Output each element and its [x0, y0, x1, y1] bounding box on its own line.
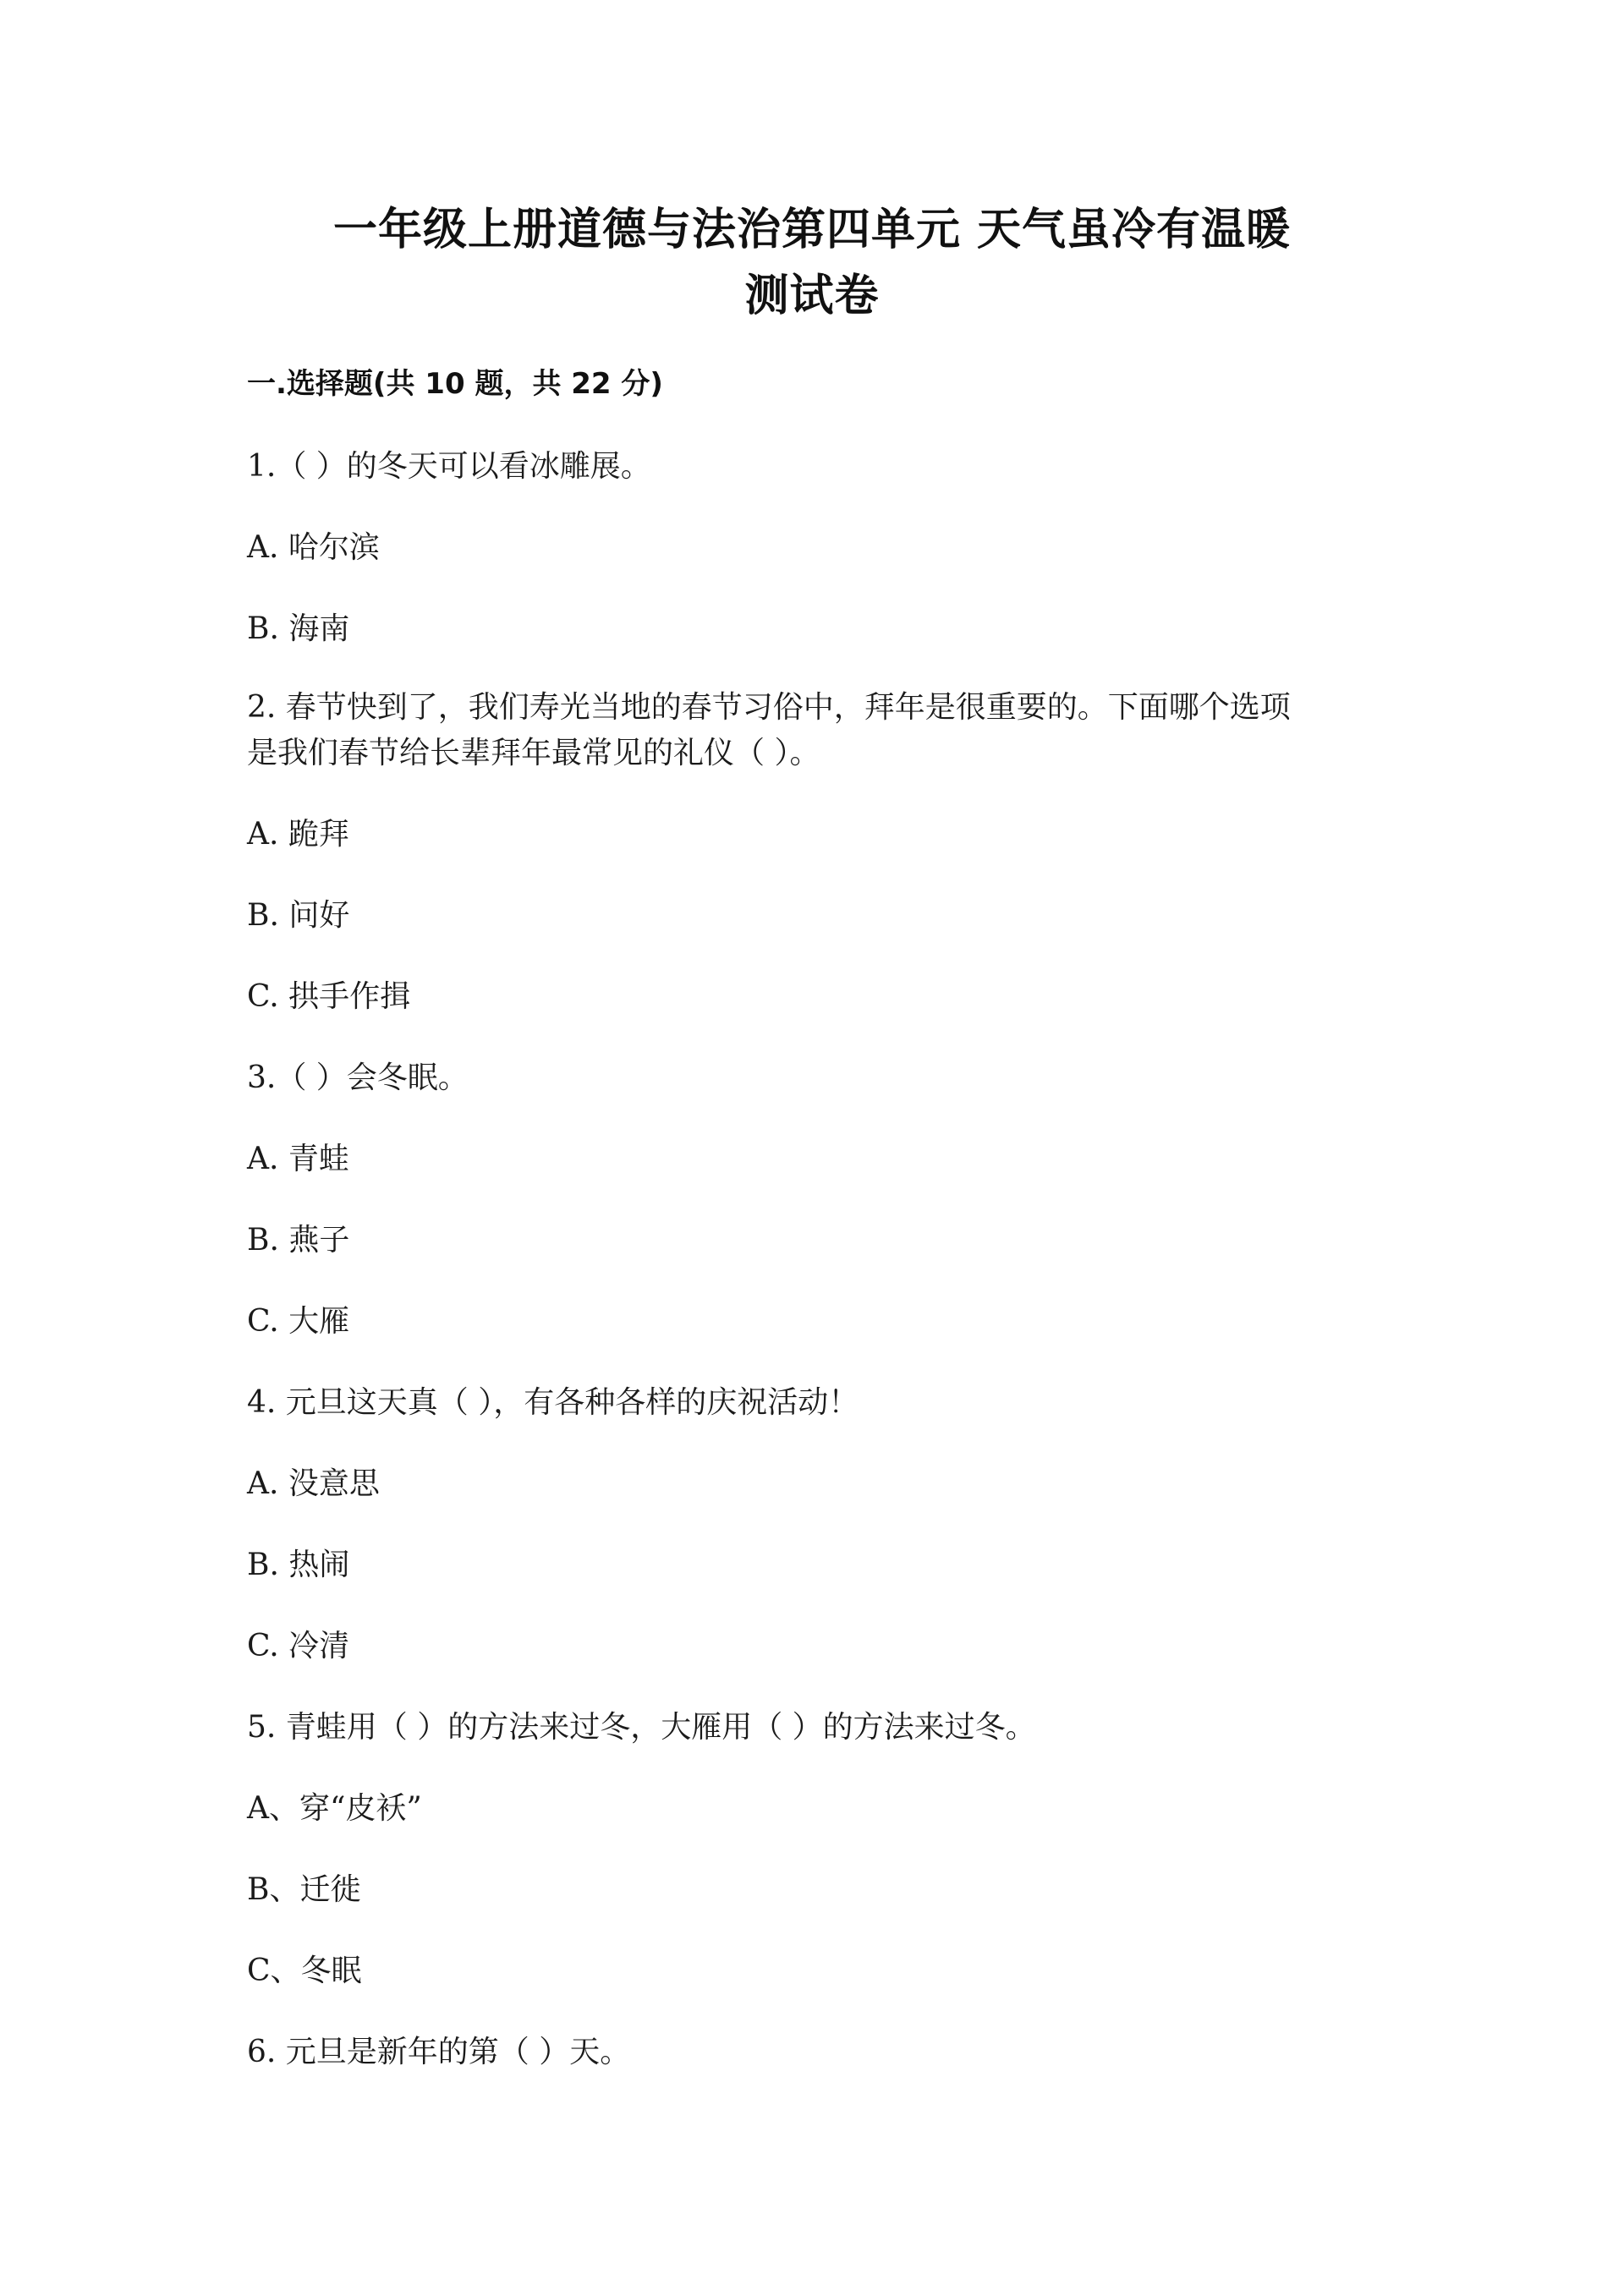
question-3-option-a: A. 青蛙 — [247, 1142, 349, 1176]
question-4-option-a: A. 没意思 — [247, 1466, 380, 1501]
question-2-option-a: A. 跪拜 — [247, 817, 349, 852]
question-3-stem: 3.（ ）会冬眠。 — [247, 1060, 469, 1095]
question-4-stem: 4. 元旦这天真（ ），有各种各样的庆祝活动！ — [247, 1385, 859, 1420]
question-5-option-a: A、穿“皮袄” — [247, 1791, 422, 1826]
question-2-stem-line-1: 2. 春节快到了，我们寿光当地的春节习俗中，拜年是很重要的。下面哪个选项 — [247, 690, 1291, 725]
exam-title-line-1: 一年级上册道德与法治第四单元 天气虽冷有温暖 — [332, 205, 1292, 255]
section-heading-multiple-choice: 一.选择题(共 10 题，共 22 分) — [247, 367, 663, 401]
question-5-option-c: C、冬眠 — [247, 1954, 362, 1988]
question-1-stem: 1.（ ）的冬天可以看冰雕展。 — [247, 449, 651, 484]
question-1-option-a: A. 哈尔滨 — [247, 530, 380, 565]
question-2-option-b: B. 问好 — [247, 898, 350, 933]
question-2-stem-line-2: 是我们春节给长辈拜年最常见的礼仪（ ）。 — [247, 736, 820, 770]
question-4-option-c: C. 冷清 — [247, 1629, 350, 1663]
question-1-option-b: B. 海南 — [247, 611, 350, 646]
question-3-option-b: B. 燕子 — [247, 1223, 350, 1258]
question-3-option-c: C. 大雁 — [247, 1304, 350, 1339]
question-4-option-b: B. 热闹 — [247, 1548, 350, 1582]
question-5-stem: 5. 青蛙用（ ）的方法来过冬，大雁用（ ）的方法来过冬。 — [247, 1710, 1036, 1745]
question-6-stem: 6. 元旦是新年的第（ ）天。 — [247, 2035, 631, 2069]
exam-title-line-2: 测试卷 — [744, 271, 880, 321]
question-2-option-c: C. 拱手作揖 — [247, 979, 411, 1014]
question-5-option-b: B、迁徙 — [247, 1872, 361, 1907]
